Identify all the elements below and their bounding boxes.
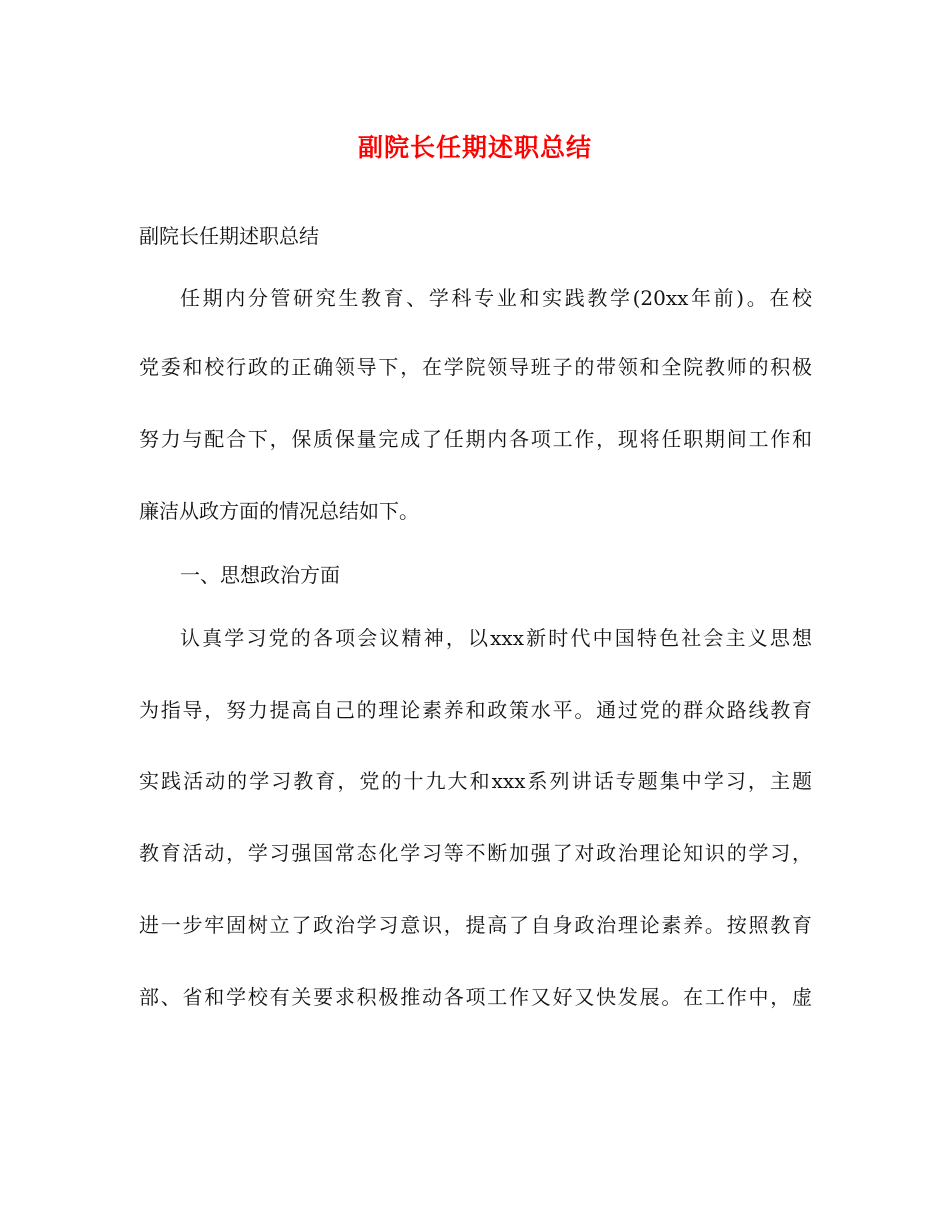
paragraph-line: 任期内分管研究生教育、学科专业和实践教学(20xx年前)。在校 [180,286,812,310]
document-title: 副院长任期述职总结 [357,133,592,162]
paragraph-line: 廉洁从政方面的情况总结如下。 [139,499,419,523]
paragraph-line: 教育活动，学习强国常态化学习等不断加强了对政治理论知识的学习， [139,841,812,865]
section-heading: 一、思想政治方面 [180,563,340,587]
paragraph-line: 努力与配合下，保质保量完成了任期内各项工作，现将任职期间工作和 [139,427,812,451]
paragraph-line: 实践活动的学习教育，党的十九大和xxx系列讲话专题集中学习，主题 [139,769,812,793]
document-subtitle: 副院长任期述职总结 [139,224,319,248]
paragraph-line: 部、省和学校有关要求积极推动各项工作又好又快发展。在工作中，虚 [139,985,812,1009]
paragraph-line: 为指导，努力提高自己的理论素养和政策水平。通过党的群众路线教育 [139,698,812,722]
paragraph-line: 进一步牢固树立了政治学习意识，提高了自身政治理论素养。按照教育 [139,913,812,937]
paragraph-line: 党委和校行政的正确领导下，在学院领导班子的带领和全院教师的积极 [139,355,812,379]
paragraph-line: 认真学习党的各项会议精神，以xxx新时代中国特色社会主义思想 [180,626,812,650]
